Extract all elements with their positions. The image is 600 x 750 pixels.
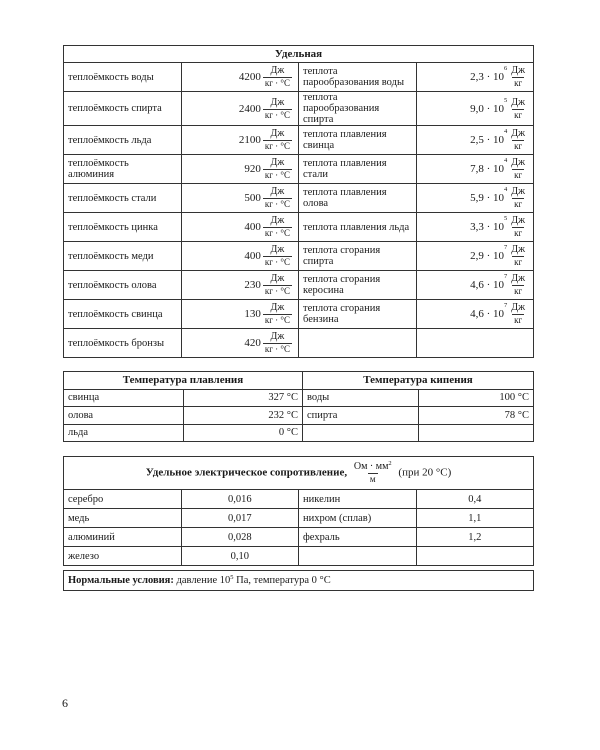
quantity-value: [181, 213, 299, 242]
quantity-name: теплоёмкость свинца: [64, 300, 182, 329]
unit-numerator: Дж: [270, 96, 285, 108]
quantity-name-2: теплота сгорания бензина: [299, 300, 417, 329]
resistance-value-2: 1,1: [416, 509, 534, 528]
quantity-name: теплоёмкость льда: [64, 126, 182, 155]
resistance-unit: [352, 462, 394, 484]
quantity-value-2: [416, 92, 534, 126]
melting-value: 327 °С: [183, 389, 303, 407]
normal-conditions-text-a: давление 10: [176, 575, 231, 586]
quantity-name-2: [299, 329, 417, 358]
unit-numerator: Дж: [511, 157, 525, 168]
quantity-value-2: [416, 271, 534, 300]
resistance-header: [64, 457, 534, 490]
resistance-value: 0,028: [181, 528, 299, 547]
value-number: 3,3 · 10: [470, 221, 505, 233]
unit-fraction: [509, 158, 527, 180]
quantity-name: теплоёмкость стали: [64, 184, 182, 213]
unit-numerator: Дж: [511, 186, 525, 197]
unit-denominator: кг: [514, 228, 523, 238]
table-row: [64, 271, 534, 300]
boiling-value: [418, 424, 534, 442]
value-number: 920: [244, 163, 261, 175]
value-number: 2400: [238, 102, 261, 115]
normal-conditions-cell: [64, 571, 534, 591]
quantity-name-2: теплота сгорания керосина: [299, 271, 417, 300]
resistance-header-text: Удельное электрическое сопротивление,: [145, 466, 348, 479]
unit-numerator: Дж: [270, 215, 285, 226]
unit-denominator: кг · °С: [264, 344, 290, 354]
temperature-table: [63, 371, 534, 442]
unit-fraction: [509, 66, 527, 88]
unit-fraction: [263, 245, 292, 267]
material-name: железо: [64, 547, 182, 566]
table-row: [64, 213, 534, 242]
unit-fraction: [509, 274, 527, 296]
table-header-row: [64, 46, 534, 63]
normal-conditions-exp: 5: [230, 574, 234, 581]
value-exponent: 7: [504, 244, 508, 251]
unit-denominator: кг · °С: [264, 109, 290, 120]
material-name: серебро: [64, 490, 182, 509]
unit-numerator: Дж: [270, 302, 285, 313]
table-row: [64, 407, 534, 425]
unit-fraction: [263, 66, 292, 88]
quantity-value-2: [416, 126, 534, 155]
table-row: [64, 63, 534, 92]
quantity-value: [181, 63, 299, 92]
value-exponent: 4: [504, 157, 508, 164]
table-header-row: [64, 372, 534, 390]
unit-denominator: кг: [514, 257, 523, 267]
unit-numerator: Дж: [511, 244, 525, 255]
boiling-header: Температура кипения: [303, 372, 534, 390]
page-number: 6: [62, 696, 68, 710]
table-row: [64, 424, 534, 442]
table-row: [64, 329, 534, 358]
quantity-value-2: [416, 213, 534, 242]
quantity-name-2: теплота сгорания спирта: [299, 242, 417, 271]
unit-numerator: Дж: [270, 157, 285, 168]
value-number: 420: [244, 337, 261, 349]
melting-substance: льда: [64, 424, 184, 442]
unit-fraction: [509, 187, 527, 209]
quantity-value: [181, 92, 299, 126]
value-number: 2,5 · 10: [470, 134, 505, 146]
specific-header: Удельная: [64, 46, 534, 63]
unit-numerator: Дж: [270, 128, 285, 139]
table-row: [64, 184, 534, 213]
boiling-substance: воды: [303, 389, 419, 407]
quantity-name: теплоёмкость бронзы: [64, 329, 182, 358]
quantity-name: теплоёмкость цинка: [64, 213, 182, 242]
unit-denominator: кг: [514, 170, 523, 180]
unit-numerator: Дж: [270, 331, 285, 342]
quantity-value-2: [416, 300, 534, 329]
value-number: 400: [244, 250, 261, 262]
value-number: 4200: [238, 71, 261, 83]
resistance-value: 0,10: [181, 547, 299, 566]
unit-fraction: [263, 187, 292, 209]
unit-denominator: кг · °С: [264, 228, 290, 238]
boiling-value: 100 °С: [418, 389, 534, 407]
value-number: 7,8 · 10: [470, 163, 505, 175]
resistance-value: 0,016: [181, 490, 299, 509]
unit-fraction: [263, 158, 292, 180]
material-name: медь: [64, 509, 182, 528]
unit-numerator: Дж: [511, 302, 525, 313]
unit-numerator: Дж: [511, 215, 525, 226]
normal-conditions-text-b: Па, температура 0 °С: [236, 575, 331, 586]
unit-numerator: Дж: [270, 244, 285, 255]
quantity-value: [181, 155, 299, 184]
resistance-value-2: [416, 547, 534, 566]
melting-header: Температура плавления: [64, 372, 303, 390]
quantity-value: [181, 271, 299, 300]
quantity-value-2: [416, 184, 534, 213]
unit-fraction: [509, 245, 527, 267]
value-exponent: 4: [504, 186, 508, 193]
unit-numerator: Дж: [511, 65, 525, 76]
table-row: [64, 300, 534, 329]
resistance-value-2: 0,4: [416, 490, 534, 509]
table-row: [64, 490, 534, 509]
unit-fraction: [509, 303, 527, 325]
unit-denominator: кг · °С: [264, 78, 290, 88]
value-exponent: 4: [504, 128, 508, 135]
unit-exponent: 2: [388, 460, 392, 467]
unit-fraction: [509, 129, 527, 151]
quantity-name-2: теплота парообразования спирта: [299, 92, 417, 126]
unit-denominator: кг · °С: [264, 286, 290, 296]
unit-denominator: кг: [514, 141, 523, 151]
resistance-header-suffix: (при 20 °С): [398, 466, 452, 479]
quantity-name: теплоёмкость спирта: [64, 92, 182, 126]
material-name-2: нихром (сплав): [299, 509, 417, 528]
unit-fraction: [509, 216, 527, 238]
quantity-name: теплоёмкость олова: [64, 271, 182, 300]
value-number: 2100: [238, 134, 261, 146]
quantity-name: теплоёмкость воды: [64, 63, 182, 92]
value-number: 400: [244, 221, 261, 233]
value-exponent: 5: [504, 215, 508, 222]
value-exponent: 7: [504, 302, 508, 309]
quantity-name: теплоёмкость алюминия: [64, 155, 182, 184]
value-number: 2,9 · 10: [470, 250, 505, 262]
table-row: [64, 389, 534, 407]
table-row: [64, 528, 534, 547]
value-number: 230: [244, 279, 261, 291]
quantity-value: [181, 184, 299, 213]
value-number: 130: [244, 308, 261, 320]
table-row: [64, 571, 534, 591]
value-number: 9,0 · 10: [470, 102, 505, 115]
value-number: 4,6 · 10: [470, 308, 505, 320]
unit-numerator: Дж: [511, 128, 525, 139]
unit-fraction: [263, 216, 292, 238]
unit-denominator: кг: [514, 315, 523, 325]
boiling-value: 78 °С: [418, 407, 534, 425]
unit-fraction: [263, 274, 292, 296]
unit-fraction: [263, 129, 292, 151]
value-exponent: 6: [504, 65, 508, 72]
quantity-name-2: теплота плавления олова: [299, 184, 417, 213]
material-name-2: фехраль: [299, 528, 417, 547]
table-row: [64, 126, 534, 155]
unit-denominator: кг · °С: [264, 170, 290, 180]
melting-value: 0 °С: [183, 424, 303, 442]
quantity-value-2: [416, 329, 534, 358]
unit-fraction: [263, 303, 292, 325]
value-exponent: 7: [504, 273, 508, 280]
quantity-name-2: теплота плавления стали: [299, 155, 417, 184]
table-row: [64, 155, 534, 184]
quantity-value: [181, 300, 299, 329]
normal-conditions-table: [63, 570, 534, 591]
table-row: [64, 242, 534, 271]
unit-denominator: кг: [514, 199, 523, 209]
table-row: [64, 509, 534, 528]
quantity-name-2: теплота плавления свинца: [299, 126, 417, 155]
value-number: 5,9 · 10: [470, 192, 505, 204]
value-number: 500: [244, 192, 261, 204]
material-name: алюминий: [64, 528, 182, 547]
unit-denominator: кг: [514, 78, 523, 88]
table-row: [64, 547, 534, 566]
quantity-value: [181, 329, 299, 358]
unit-numerator: Дж: [270, 273, 285, 284]
material-name-2: [299, 547, 417, 566]
table-row: [64, 92, 534, 126]
unit-numerator: Дж: [511, 96, 525, 108]
quantity-name: теплоёмкость меди: [64, 242, 182, 271]
unit-fraction: [509, 98, 527, 120]
unit-denominator: кг: [514, 109, 523, 120]
unit-denominator: кг · °С: [264, 257, 290, 267]
value-number: 2,3 · 10: [470, 71, 505, 83]
quantity-value: [181, 126, 299, 155]
quantity-value: [181, 242, 299, 271]
resistance-value-2: 1,2: [416, 528, 534, 547]
melting-substance: олова: [64, 407, 184, 425]
specific-values-table: [63, 45, 534, 358]
unit-denominator: кг: [514, 286, 523, 296]
unit-denominator: кг · °С: [264, 199, 290, 209]
quantity-value-2: [416, 242, 534, 271]
unit-fraction: [263, 332, 292, 354]
unit-denominator: кг · °С: [264, 315, 290, 325]
resistance-table: [63, 456, 534, 566]
unit-numerator: Ом · мм: [353, 461, 389, 472]
melting-value: 232 °С: [183, 407, 303, 425]
quantity-value-2: [416, 63, 534, 92]
quantity-name-2: теплота парообразования воды: [299, 63, 417, 92]
unit-numerator: Дж: [270, 65, 285, 76]
unit-fraction: [263, 98, 292, 120]
quantity-value-2: [416, 155, 534, 184]
normal-conditions-label: Нормальные условия:: [68, 575, 174, 586]
quantity-name-2: теплота плавления льда: [299, 213, 417, 242]
unit-denominator: м: [369, 474, 376, 484]
boiling-substance: [303, 424, 419, 442]
resistance-value: 0,017: [181, 509, 299, 528]
unit-numerator: Дж: [511, 273, 525, 284]
unit-numerator: Дж: [270, 186, 285, 197]
table-header-row: [64, 457, 534, 490]
material-name-2: никелин: [299, 490, 417, 509]
value-number: 4,6 · 10: [470, 279, 505, 291]
melting-substance: свинца: [64, 389, 184, 407]
boiling-substance: спирта: [303, 407, 419, 425]
value-exponent: 5: [504, 96, 508, 104]
unit-denominator: кг · °С: [264, 141, 290, 151]
